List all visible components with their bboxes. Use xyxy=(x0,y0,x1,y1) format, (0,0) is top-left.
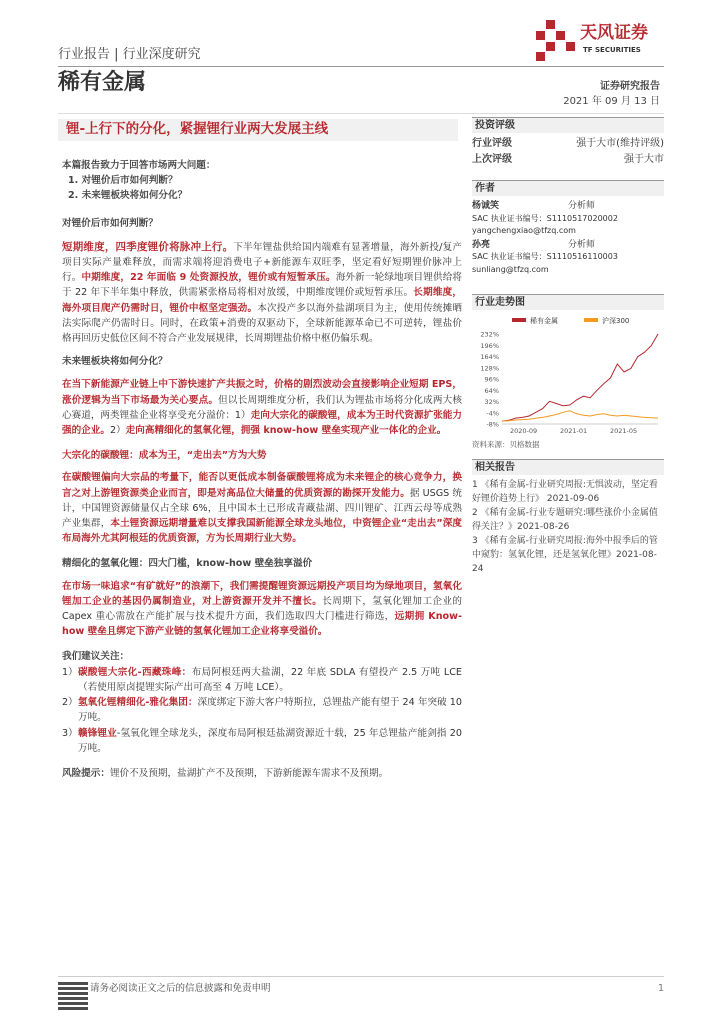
y-tick-label: 32% xyxy=(484,398,499,406)
report-body xyxy=(62,158,462,781)
text-run: 但以长周期维度分析，我们认为锂盐市场将分化成两大核心赛道，两类锂盐企业将享受充分溢价：1） xyxy=(62,394,463,421)
bold-lead: 中期维度，22 年面临 9 处资源投放，锂价或有短暂承压。 xyxy=(81,272,336,284)
bold-lead: 长期维度，海外项目爬产仍需时日，锂价中枢坚定强劲。 xyxy=(62,287,463,314)
page-number: 1 xyxy=(657,983,664,994)
paragraph xyxy=(62,579,462,640)
logo-mark-icon xyxy=(534,20,576,62)
author-card xyxy=(472,200,664,238)
author-sac: SAC 执业证书编号：S1110517020002 xyxy=(472,213,618,223)
text-run: 据 USGS 统计，中国锂资源储量仅占全球 6%，且中国本土已形成青藏盐湖、四川锂矿、江西云母等成熟产业集群， xyxy=(62,487,462,530)
legend-swatch xyxy=(512,318,526,322)
risk-paragraph xyxy=(62,766,462,781)
bold-lead: 在当下新能源产业链上中下游快速扩产共振之时，价格的剧烈波动会直接影响企业短期 EPS，涨价逻辑为当下市场最为关心要点。 xyxy=(62,379,462,406)
rating-label: 上次评级 xyxy=(472,154,512,165)
author-role: 分析师 xyxy=(568,201,596,211)
bold-lead: 走向大宗化的碳酸锂，成本为王时代资源扩张能力强的企业。 xyxy=(62,409,462,437)
authors-section xyxy=(472,180,664,276)
risk-text: 锂价不及预期，盐湖扩产不及预期，下游新能源车需求不及预期。 xyxy=(109,767,389,779)
rec-text: -氢氧化锂全球龙头，深度布局阿根廷盐湖资源近十载，25 年总锂盐产能剑指 20 万吨。 xyxy=(78,727,462,754)
text-run: 下半年锂盐供给国内端难有显著增量，海外新投/复产项目实际产量难释放，而需求端将迎消费电子+新能源车双旺季，坚定看好短期锂价脉冲上行。 xyxy=(62,241,462,284)
question-item: 2. 未来锂板块将如何分化？ xyxy=(68,190,188,202)
footer-divider xyxy=(58,976,664,977)
bold-lead: 走向高精细化的氢氧化锂，拥强 know-how 壁垒实现产业一体化的企业。 xyxy=(125,425,447,437)
rating-row xyxy=(472,153,664,169)
rating-value: 强于大市 xyxy=(624,154,664,165)
author-sac: SAC 执业证书编号：S1110516110003 xyxy=(472,252,618,261)
intro-text: 本篇报告致力于回答市场两大问题： xyxy=(62,160,216,171)
author-role: 分析师 xyxy=(568,239,596,250)
recommendation-item xyxy=(62,665,462,695)
author-card xyxy=(472,239,664,277)
section-heading: 大宗化的碳酸锂：成本为王，“走出去”方为大势 xyxy=(62,450,267,462)
author-email[interactable]: sunliang@tfzq.com xyxy=(472,264,549,274)
related-report-link[interactable]: 2 《稀有金属-行业专题研究:哪些涨价小金属值得关注？》2021-08-26 xyxy=(472,508,658,532)
rec-number: 3） xyxy=(62,727,78,739)
bold-lead: 短期维度，四季度锂价将脉冲上行。 xyxy=(62,240,234,253)
series-line xyxy=(502,334,658,421)
qr-code-icon xyxy=(58,980,88,1010)
rec-lead: 赣锋锂业 xyxy=(78,727,117,739)
section-heading: 对锂价后市如何判断？ xyxy=(62,217,158,229)
sector-title: 稀有金属 xyxy=(58,70,147,95)
trend-heading: 行业走势图 xyxy=(472,294,664,310)
industry-trend-chart xyxy=(472,312,664,440)
section-heading: 我们建议关注： xyxy=(62,651,130,663)
disclaimer-note: 请务必阅读正文之后的信息披露和免责申明 xyxy=(90,983,271,994)
y-tick-label: 196% xyxy=(480,341,499,350)
y-tick-label: 232% xyxy=(480,330,499,339)
text-run: 2） xyxy=(109,425,126,437)
section-heading: 未来锂板块将如何分化？ xyxy=(62,356,168,368)
paragraph xyxy=(62,377,462,438)
y-tick-label: 164% xyxy=(480,353,499,361)
logo-text-en: TF SECURITIES xyxy=(583,46,641,54)
related-report-link[interactable]: 1 《稀有金属-行业研究周报:无惧波动，坚定看好锂价趋势上行》 2021-09-06 xyxy=(472,480,658,504)
rating-heading: 投资评级 xyxy=(472,117,664,133)
rating-value: 强于大市(维持评级) xyxy=(576,138,664,149)
trend-section xyxy=(472,294,664,451)
bold-lead: 本土锂资源远期增量难以支撑我国新能源全球龙头地位，中资锂企业“走出去”深度布局海外尤其阿根廷的优质资源，方为长周期行业大势。 xyxy=(62,518,462,545)
related-report-link[interactable]: 3 《稀有金属-行业研究周报:海外中报季后的管中窥豹：氢氧化锂，还是氢氧化锂》2021-08-24 xyxy=(472,536,658,574)
author-email[interactable]: yangchengxiao@tfzq.com xyxy=(472,226,576,235)
text-run: 本次投产多以海外盐湖项目为主，使用传统摊晒法实际爬产仍需时日。同时，在政策+消费的双驱动下，全球新能源革命已不可逆转，锂盐价格再回历史低位区间不符合产业发展规律，长周期锂盐价格中枢仍偏乐观。 xyxy=(62,302,462,345)
legend-label: 稀有金属 xyxy=(530,317,558,325)
header-divider xyxy=(58,66,664,67)
series-line xyxy=(502,411,658,421)
x-tick-label: 2020-09 xyxy=(510,427,538,435)
text-run: 长周期下，氢氧化锂加工企业的 Capex 重心需放在产能扩展与技术提升方面，我们选取四大门槛进行筛选， xyxy=(62,595,463,623)
bold-lead: 远期拥 Know-how 壁垒且绑定下游产业链的氢氧化锂加工企业将享受溢价。 xyxy=(62,611,462,638)
rating-row xyxy=(472,137,664,153)
report-title: 锂-上行下的分化，紧握锂行业两大发展主线 xyxy=(58,119,458,141)
logo-text-cn: 天风证券 xyxy=(580,23,648,43)
risk-lead: 风险提示： xyxy=(62,767,110,779)
recommendation-item xyxy=(62,726,462,756)
rec-number: 1） xyxy=(62,666,78,678)
report-type: 证券研究报告 xyxy=(600,81,660,92)
paragraph xyxy=(62,240,462,346)
rec-lead: 氢氧化锂精细化-雅化集团： xyxy=(78,697,198,709)
section-heading: 精细化的氢氧化锂：四大门槛，know-how 壁垒独享溢价 xyxy=(62,558,313,570)
rating-section xyxy=(472,117,664,169)
rec-text: 深度绑定下游大客户特斯拉，总锂盐产能有望于 24 年突破 10 万吨。 xyxy=(78,697,462,724)
related-heading: 相关报告 xyxy=(472,459,664,475)
authors-heading: 作者 xyxy=(472,180,664,196)
legend-swatch xyxy=(584,318,598,322)
y-tick-label: 64% xyxy=(484,386,499,395)
question-item: 1. 对锂价后市如何判断？ xyxy=(68,175,178,187)
related-section xyxy=(472,459,664,576)
rec-lead: 碳酸锂大宗化-西藏珠峰： xyxy=(78,666,192,678)
related-list xyxy=(472,478,664,576)
rec-text: 布局阿根廷两大盐湖，22 年底 SDLA 有望投产 2.5 万吨 LCE（若使用原卤提锂实际产出可高至 4 万吨 LCE）。 xyxy=(78,666,462,693)
y-tick-label: -4% xyxy=(486,409,499,418)
rating-label: 行业评级 xyxy=(472,138,512,149)
text-run: 海外新一轮绿地项目锂供给将于 22 年下半年集中释放，供需紧张格局将相对放缓，中期维度锂价或短暂承压。 xyxy=(62,272,463,299)
x-tick-label: 2021-05 xyxy=(610,427,638,435)
author-name: 杨诚笑 xyxy=(472,201,500,211)
rec-number: 2） xyxy=(62,697,78,709)
y-tick-label: 128% xyxy=(480,364,499,373)
bold-lead: 在市场一味追求“有矿就好”的浪潮下，我们需提醒锂资源远期投产项目均为绿地项目，氢氧化锂加工企业的基因仍属制造业，对上游资源开发并不擅长。 xyxy=(62,580,462,607)
bold-lead: 在碳酸锂偏向大宗品的考量下，能否以更低成本制备碳酸锂将成为未来锂企的核心竞争力，换言之对上游锂资源类企业而言，即是对高品位大储量的优质资源的勘探开发能力。 xyxy=(62,472,462,499)
y-tick-label: 96% xyxy=(484,375,499,384)
title-divider xyxy=(58,113,664,114)
legend-label: 沪深300 xyxy=(602,317,630,325)
author-name: 孙亮 xyxy=(472,239,491,250)
report-category: 行业报告 | 行业深度研究 xyxy=(58,47,201,62)
chart-source: 资料来源：贝格数据 xyxy=(472,440,540,449)
x-tick-label: 2021-01 xyxy=(560,427,588,435)
report-date: 2021 年 09 月 13 日 xyxy=(563,96,660,107)
brand-logo xyxy=(534,18,674,66)
y-tick-label: -8% xyxy=(486,420,499,429)
recommendation-item xyxy=(62,695,462,725)
paragraph xyxy=(62,470,462,546)
